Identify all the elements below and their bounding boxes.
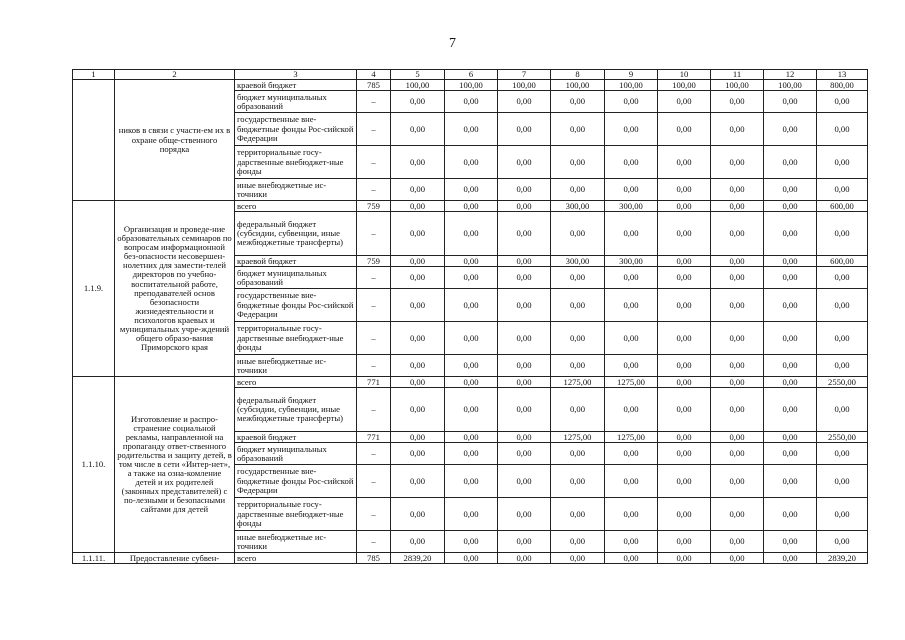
budget-code: 785 xyxy=(357,80,391,91)
funding-source: краевой бюджет xyxy=(235,80,357,91)
budget-code: – xyxy=(357,212,391,256)
item-title: ников в связи с участи-ем их в охране обще-ственного порядка xyxy=(115,80,235,201)
table-row xyxy=(73,553,868,564)
amount-cell: 0,00 xyxy=(498,267,551,289)
item-number: 1.1.9. xyxy=(73,201,115,377)
amount-cell: 0,00 xyxy=(445,377,498,388)
amount-cell: 0,00 xyxy=(445,553,498,564)
amount-cell: 0,00 xyxy=(391,443,445,465)
column-header: 2 xyxy=(115,70,235,80)
amount-cell: 0,00 xyxy=(764,388,817,432)
column-header: 3 xyxy=(235,70,357,80)
item-title: Организация и проведе-ние образовательных семинаров по вопросам информационной без-опасности несовершен-нолетних для замести-телей директоров по учебно-воспитательной работе, преподавателей основ безопасности жизнедеятельности и психологов краевых и муниципальных учре-ждений общего образо-вания Приморского края xyxy=(115,201,235,377)
amount-cell: 2839,20 xyxy=(817,553,868,564)
amount-cell: 0,00 xyxy=(658,179,711,201)
amount-cell: 0,00 xyxy=(817,146,868,179)
budget-code: 771 xyxy=(357,377,391,388)
amount-cell: 0,00 xyxy=(817,267,868,289)
amount-cell: 2550,00 xyxy=(817,432,868,443)
amount-cell: 0,00 xyxy=(498,531,551,553)
funding-source: федеральный бюджет (субсидии, субвенции, иные межбюджетные трансферты) xyxy=(235,388,357,432)
budget-code: – xyxy=(357,498,391,531)
page-number: 7 xyxy=(449,36,456,51)
column-header: 4 xyxy=(357,70,391,80)
amount-cell: 0,00 xyxy=(764,201,817,212)
funding-source: государственные вне-бюджетные фонды Рос-сийской Федерации xyxy=(235,465,357,498)
amount-cell: 0,00 xyxy=(817,212,868,256)
amount-cell: 0,00 xyxy=(498,465,551,498)
amount-cell: 0,00 xyxy=(764,91,817,113)
amount-cell: 0,00 xyxy=(658,443,711,465)
amount-cell: 0,00 xyxy=(764,267,817,289)
amount-cell: 0,00 xyxy=(605,388,658,432)
amount-cell: 800,00 xyxy=(817,80,868,91)
amount-cell: 0,00 xyxy=(817,289,868,322)
amount-cell: 0,00 xyxy=(391,289,445,322)
amount-cell: 0,00 xyxy=(764,377,817,388)
amount-cell: 0,00 xyxy=(817,531,868,553)
funding-source: федеральный бюджет (субсидии, субвенции, иные межбюджетные трансферты) xyxy=(235,212,357,256)
amount-cell: 0,00 xyxy=(445,267,498,289)
budget-code: 759 xyxy=(357,256,391,267)
amount-cell: 2550,00 xyxy=(817,377,868,388)
amount-cell: 0,00 xyxy=(605,443,658,465)
amount-cell: 0,00 xyxy=(445,201,498,212)
budget-code: – xyxy=(357,531,391,553)
funding-source: территориальные госу-дарственные внебюджет-ные фонды xyxy=(235,322,357,355)
amount-cell: 0,00 xyxy=(658,322,711,355)
amount-cell: 0,00 xyxy=(605,553,658,564)
funding-source: бюджет муниципальных образований xyxy=(235,267,357,289)
amount-cell: 0,00 xyxy=(711,443,764,465)
amount-cell: 0,00 xyxy=(551,146,605,179)
amount-cell: 0,00 xyxy=(445,388,498,432)
amount-cell: 0,00 xyxy=(658,267,711,289)
amount-cell: 0,00 xyxy=(605,113,658,146)
amount-cell: 0,00 xyxy=(658,289,711,322)
amount-cell: 0,00 xyxy=(764,256,817,267)
amount-cell: 0,00 xyxy=(391,388,445,432)
budget-code: – xyxy=(357,322,391,355)
amount-cell: 0,00 xyxy=(391,201,445,212)
budget-code: 771 xyxy=(357,432,391,443)
amount-cell: 0,00 xyxy=(498,91,551,113)
amount-cell: 0,00 xyxy=(605,267,658,289)
amount-cell: 100,00 xyxy=(764,80,817,91)
amount-cell: 100,00 xyxy=(498,80,551,91)
amount-cell: 0,00 xyxy=(445,289,498,322)
amount-cell: 0,00 xyxy=(658,553,711,564)
item-number xyxy=(73,80,115,201)
amount-cell: 0,00 xyxy=(498,113,551,146)
amount-cell: 0,00 xyxy=(391,498,445,531)
amount-cell: 0,00 xyxy=(605,212,658,256)
amount-cell: 0,00 xyxy=(551,267,605,289)
amount-cell: 0,00 xyxy=(658,377,711,388)
amount-cell: 0,00 xyxy=(391,212,445,256)
amount-cell: 0,00 xyxy=(498,212,551,256)
budget-code: – xyxy=(357,146,391,179)
amount-cell: 300,00 xyxy=(551,256,605,267)
amount-cell: 0,00 xyxy=(391,267,445,289)
amount-cell: 100,00 xyxy=(445,80,498,91)
amount-cell: 0,00 xyxy=(551,553,605,564)
amount-cell: 0,00 xyxy=(445,531,498,553)
amount-cell: 100,00 xyxy=(711,80,764,91)
amount-cell: 0,00 xyxy=(605,355,658,377)
amount-cell: 1275,00 xyxy=(605,377,658,388)
amount-cell: 0,00 xyxy=(711,113,764,146)
amount-cell: 0,00 xyxy=(764,146,817,179)
amount-cell: 0,00 xyxy=(817,179,868,201)
amount-cell: 0,00 xyxy=(764,443,817,465)
budget-code: – xyxy=(357,267,391,289)
amount-cell: 0,00 xyxy=(711,355,764,377)
budget-code: – xyxy=(357,355,391,377)
amount-cell: 0,00 xyxy=(817,465,868,498)
amount-cell: 0,00 xyxy=(605,289,658,322)
amount-cell: 0,00 xyxy=(764,179,817,201)
funding-source: государственные вне-бюджетные фонды Рос-сийской Федерации xyxy=(235,113,357,146)
amount-cell: 0,00 xyxy=(658,256,711,267)
amount-cell: 600,00 xyxy=(817,201,868,212)
amount-cell: 300,00 xyxy=(551,201,605,212)
amount-cell: 0,00 xyxy=(391,146,445,179)
amount-cell: 0,00 xyxy=(445,256,498,267)
amount-cell: 0,00 xyxy=(817,355,868,377)
amount-cell: 0,00 xyxy=(764,531,817,553)
amount-cell: 0,00 xyxy=(498,432,551,443)
amount-cell: 0,00 xyxy=(391,179,445,201)
amount-cell: 0,00 xyxy=(658,212,711,256)
table-body xyxy=(73,80,868,564)
amount-cell: 0,00 xyxy=(764,432,817,443)
amount-cell: 0,00 xyxy=(551,322,605,355)
item-title: Изготовление и распро-странение социальной рекламы, направленной на пропаганду ответ-ственного родительства и защиту детей, в том числе в сети «Интер-нет», а также на озна-комление детей и их родителей (законных представителей) с по-лезными и безопасными сайтами для детей xyxy=(115,377,235,553)
amount-cell: 0,00 xyxy=(764,553,817,564)
amount-cell: 0,00 xyxy=(764,212,817,256)
amount-cell: 0,00 xyxy=(445,355,498,377)
amount-cell: 0,00 xyxy=(711,531,764,553)
amount-cell: 0,00 xyxy=(605,498,658,531)
amount-cell: 0,00 xyxy=(658,465,711,498)
amount-cell: 0,00 xyxy=(817,498,868,531)
amount-cell: 0,00 xyxy=(764,498,817,531)
budget-code: – xyxy=(357,91,391,113)
amount-cell: 1275,00 xyxy=(551,432,605,443)
amount-cell: 0,00 xyxy=(445,113,498,146)
amount-cell: 0,00 xyxy=(711,388,764,432)
amount-cell: 0,00 xyxy=(498,201,551,212)
amount-cell: 100,00 xyxy=(658,80,711,91)
amount-cell: 0,00 xyxy=(605,179,658,201)
amount-cell: 0,00 xyxy=(551,388,605,432)
amount-cell: 1275,00 xyxy=(605,432,658,443)
amount-cell: 0,00 xyxy=(445,465,498,498)
amount-cell: 0,00 xyxy=(445,146,498,179)
amount-cell: 0,00 xyxy=(711,553,764,564)
amount-cell: 0,00 xyxy=(498,256,551,267)
table-header xyxy=(73,70,868,80)
amount-cell: 0,00 xyxy=(817,113,868,146)
amount-cell: 0,00 xyxy=(711,201,764,212)
amount-cell: 0,00 xyxy=(764,113,817,146)
column-header: 8 xyxy=(551,70,605,80)
amount-cell: 0,00 xyxy=(551,113,605,146)
amount-cell: 600,00 xyxy=(817,256,868,267)
amount-cell: 0,00 xyxy=(658,388,711,432)
column-header: 12 xyxy=(764,70,817,80)
amount-cell: 0,00 xyxy=(817,322,868,355)
funding-source: краевой бюджет xyxy=(235,256,357,267)
amount-cell: 0,00 xyxy=(658,432,711,443)
amount-cell: 0,00 xyxy=(498,355,551,377)
amount-cell: 0,00 xyxy=(445,498,498,531)
funding-source: бюджет муниципальных образований xyxy=(235,91,357,113)
amount-cell: 0,00 xyxy=(498,289,551,322)
item-number: 1.1.11. xyxy=(73,553,115,564)
budget-code: – xyxy=(357,388,391,432)
amount-cell: 0,00 xyxy=(711,432,764,443)
amount-cell: 0,00 xyxy=(551,289,605,322)
budget-code: – xyxy=(357,113,391,146)
amount-cell: 0,00 xyxy=(498,388,551,432)
amount-cell: 0,00 xyxy=(711,179,764,201)
amount-cell: 300,00 xyxy=(605,256,658,267)
table-row xyxy=(73,377,868,388)
amount-cell: 0,00 xyxy=(658,355,711,377)
amount-cell: 0,00 xyxy=(658,531,711,553)
amount-cell: 0,00 xyxy=(711,465,764,498)
column-header: 9 xyxy=(605,70,658,80)
amount-cell: 0,00 xyxy=(391,113,445,146)
amount-cell: 0,00 xyxy=(711,498,764,531)
column-header: 11 xyxy=(711,70,764,80)
column-header: 6 xyxy=(445,70,498,80)
amount-cell: 0,00 xyxy=(711,289,764,322)
amount-cell: 0,00 xyxy=(711,212,764,256)
amount-cell: 0,00 xyxy=(445,179,498,201)
budget-code: 759 xyxy=(357,201,391,212)
budget-code: – xyxy=(357,465,391,498)
amount-cell: 0,00 xyxy=(498,498,551,531)
amount-cell: 0,00 xyxy=(658,91,711,113)
amount-cell: 0,00 xyxy=(605,322,658,355)
amount-cell: 100,00 xyxy=(551,80,605,91)
amount-cell: 0,00 xyxy=(711,146,764,179)
funding-source: государственные вне-бюджетные фонды Рос-сийской Федерации xyxy=(235,289,357,322)
amount-cell: 0,00 xyxy=(551,465,605,498)
amount-cell: 0,00 xyxy=(605,146,658,179)
funding-source: всего xyxy=(235,201,357,212)
column-header: 7 xyxy=(498,70,551,80)
amount-cell: 0,00 xyxy=(551,179,605,201)
item-number: 1.1.10. xyxy=(73,377,115,553)
amount-cell: 0,00 xyxy=(764,289,817,322)
amount-cell: 0,00 xyxy=(551,355,605,377)
funding-source: иные внебюджетные ис-точники xyxy=(235,531,357,553)
column-header: 13 xyxy=(817,70,868,80)
amount-cell: 0,00 xyxy=(391,91,445,113)
budget-code: – xyxy=(357,289,391,322)
amount-cell: 0,00 xyxy=(551,91,605,113)
table-row xyxy=(73,80,868,91)
amount-cell: 0,00 xyxy=(764,465,817,498)
amount-cell: 0,00 xyxy=(391,377,445,388)
amount-cell: 0,00 xyxy=(391,432,445,443)
amount-cell: 0,00 xyxy=(445,432,498,443)
amount-cell: 0,00 xyxy=(445,212,498,256)
funding-source: иные внебюджетные ис-точники xyxy=(235,179,357,201)
amount-cell: 0,00 xyxy=(764,355,817,377)
amount-cell: 0,00 xyxy=(445,91,498,113)
amount-cell: 0,00 xyxy=(391,465,445,498)
amount-cell: 0,00 xyxy=(711,91,764,113)
amount-cell: 0,00 xyxy=(551,443,605,465)
amount-cell: 0,00 xyxy=(391,256,445,267)
amount-cell: 0,00 xyxy=(391,322,445,355)
amount-cell: 100,00 xyxy=(605,80,658,91)
amount-cell: 0,00 xyxy=(391,531,445,553)
amount-cell: 0,00 xyxy=(764,322,817,355)
amount-cell: 0,00 xyxy=(498,146,551,179)
amount-cell: 0,00 xyxy=(711,322,764,355)
amount-cell: 0,00 xyxy=(711,256,764,267)
amount-cell: 0,00 xyxy=(445,443,498,465)
budget-table xyxy=(72,69,868,564)
amount-cell: 0,00 xyxy=(711,267,764,289)
amount-cell: 0,00 xyxy=(658,146,711,179)
amount-cell: 1275,00 xyxy=(551,377,605,388)
amount-cell: 0,00 xyxy=(498,377,551,388)
column-header: 5 xyxy=(391,70,445,80)
funding-source: иные внебюджетные ис-точники xyxy=(235,355,357,377)
amount-cell: 0,00 xyxy=(498,443,551,465)
amount-cell: 0,00 xyxy=(817,443,868,465)
amount-cell: 0,00 xyxy=(817,91,868,113)
amount-cell: 0,00 xyxy=(498,179,551,201)
column-header: 1 xyxy=(73,70,115,80)
amount-cell: 0,00 xyxy=(498,322,551,355)
amount-cell: 0,00 xyxy=(658,498,711,531)
funding-source: бюджет муниципальных образований xyxy=(235,443,357,465)
amount-cell: 100,00 xyxy=(391,80,445,91)
amount-cell: 0,00 xyxy=(498,553,551,564)
amount-cell: 0,00 xyxy=(391,355,445,377)
funding-source: территориальные госу-дарственные внебюджет-ные фонды xyxy=(235,146,357,179)
amount-cell: 0,00 xyxy=(551,212,605,256)
column-header: 10 xyxy=(658,70,711,80)
funding-source: территориальные госу-дарственные внебюджет-ные фонды xyxy=(235,498,357,531)
amount-cell: 0,00 xyxy=(658,201,711,212)
table-row xyxy=(73,201,868,212)
funding-source: всего xyxy=(235,377,357,388)
amount-cell: 0,00 xyxy=(658,113,711,146)
amount-cell: 0,00 xyxy=(711,377,764,388)
amount-cell: 0,00 xyxy=(605,531,658,553)
amount-cell: 2839,20 xyxy=(391,553,445,564)
amount-cell: 0,00 xyxy=(605,91,658,113)
budget-code: 785 xyxy=(357,553,391,564)
funding-source: краевой бюджет xyxy=(235,432,357,443)
funding-source: всего xyxy=(235,553,357,564)
item-title: Предоставление субвен- xyxy=(115,553,235,564)
amount-cell: 0,00 xyxy=(445,322,498,355)
amount-cell: 300,00 xyxy=(605,201,658,212)
budget-code: – xyxy=(357,179,391,201)
amount-cell: 0,00 xyxy=(551,531,605,553)
amount-cell: 0,00 xyxy=(605,465,658,498)
budget-code: – xyxy=(357,443,391,465)
amount-cell: 0,00 xyxy=(551,498,605,531)
amount-cell: 0,00 xyxy=(817,388,868,432)
